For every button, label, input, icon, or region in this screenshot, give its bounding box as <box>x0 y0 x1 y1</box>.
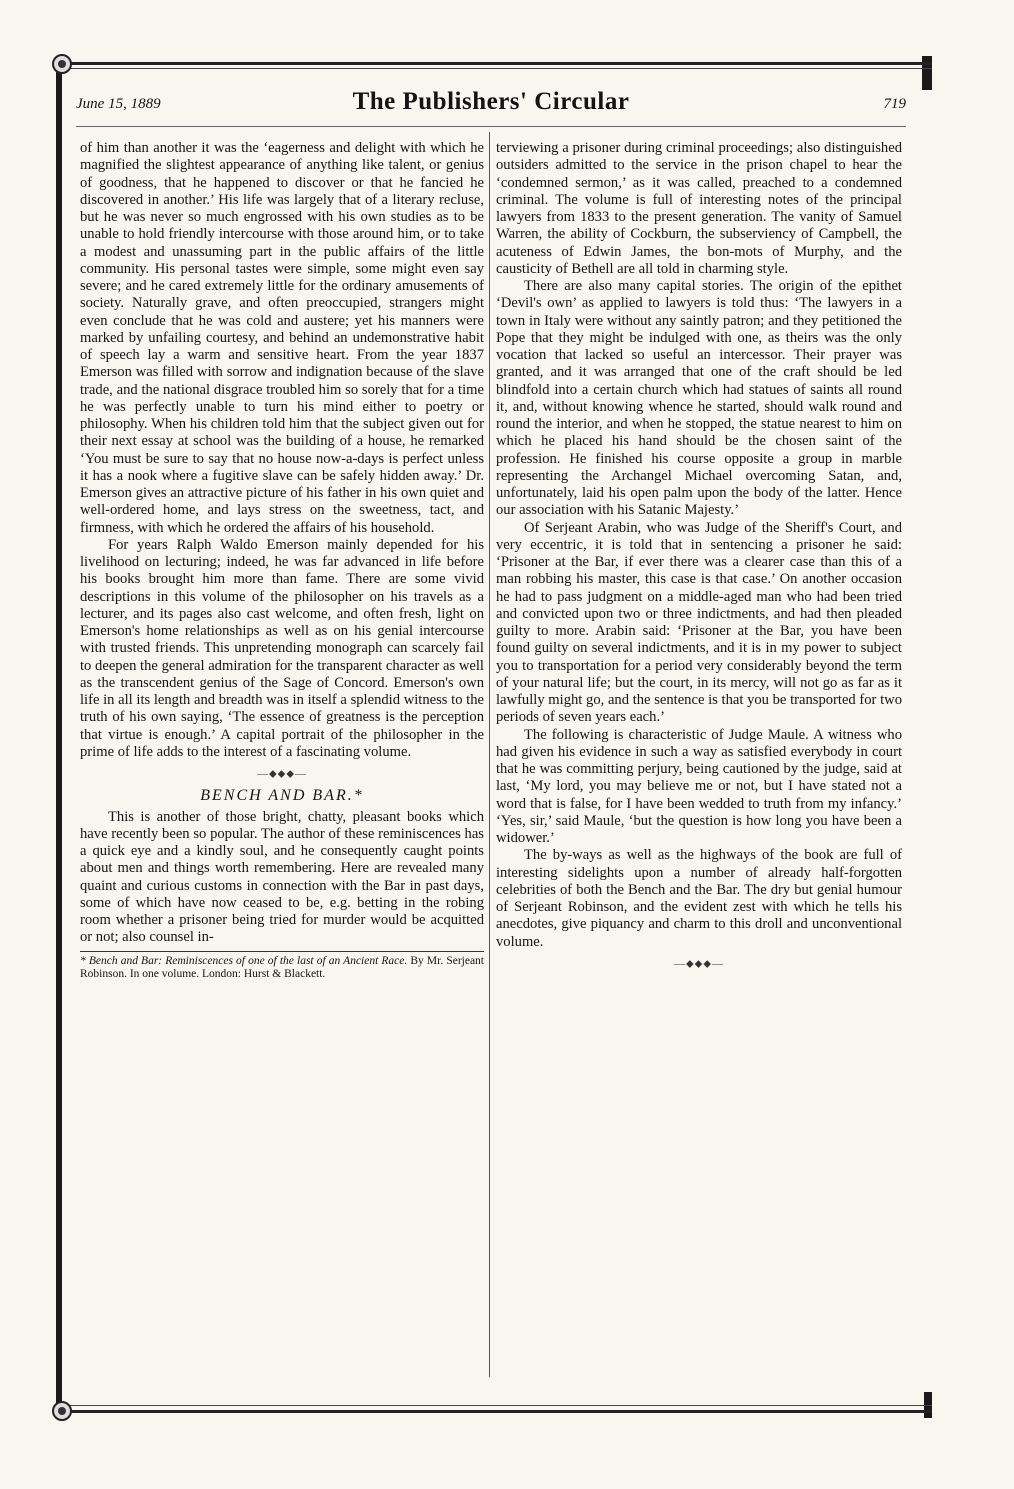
left-binding-bar <box>56 56 62 1418</box>
publication-title: The Publishers' Circular <box>352 88 630 115</box>
page-number: 719 <box>883 96 906 112</box>
section-separator: —⬥⬥⬥— <box>673 957 725 970</box>
article-paragraph: For years Ralph Waldo Emerson mainly depended for his livelihood on lecturing; indeed, he was far advanced in life before his books brought him more than fame. There are some vivid descriptions in this volume of the philosopher on his travels as a lecturer, and its pages also cast welcome, and often fresh, light on Emerson's home relationships as well as on his genial intercourse with trusted friends. This unpretending monograph can scarcely fail to deepen the general admiration for the transparent character as well as the transcendent genius of the Sage of Concord. Emerson's own life in all its length and breadth was in itself a splendid witness to the truth of his own saying, ‘The essence of greatness is the perception that virtue is enough.’ A capital portrait of the philosopher in the prime of life adds to the interest of a fascinating volume. <box>80 536 484 760</box>
article-paragraph: Of Serjeant Arabin, who was Judge of the Sheriff's Court, and very eccentric, it is told that in sentencing a prisoner he said: ‘Prisoner at the Bar, if ever there was a clearer case than this of a man robbing his master, this case is that case.’ On another occasion he had to pass judgment on a middle-aged man who had been tried and convicted upon two or three indictments, and had then pleaded guilty to more. Arabin said: ‘Prisoner at the Bar, you have been found guilty on several indictments, and it is in my power to subject you to transportation for a period very considerably beyond the term of your natural life; but the court, in its mercy, will not go as far as it lawfully might go, and the sentence is that you be transported for two periods of seven years each.’ <box>496 519 902 726</box>
section-separator: —⬥⬥⬥— <box>256 768 308 780</box>
article-paragraph: of him than another it was the ‘eagerness and delight with which he magnified the slightest appearance of anything like talent, or genius of goodness, that he happened to discover or that he fancied he discovered in another.’ His life was largely that of a literary recluse, but he was never so much engrossed with his own studies as to be unable to hold friendly intercourse with those around him, or to take a modest and unassuming part in the public affairs of the little community. His personal tastes were simple, some might even say severe; and he cared extremely little for the ordinary amusements of society. Naturally grave, and often preoccupied, strangers might even conclude that he was cold and austere; yet his manners were marked by unfailing courtesy, and behind an undemonstrative habit of speech lay a warm and sensitive heart. From the year 1837 Emerson was filled with sorrow and indignation because of the slave trade, and the national disgrace troubled him so sorely that for a time he was perfectly unable to turn his mind either to poetry or philosophy. When his children told him that the subject given out for their next essay at school was the building of a house, he remarked ‘You must be sure to say that no house now-a-days is perfect unless it has a nook where a fugitive slave can be safely hidden away.’ Dr. Emerson gives an attractive picture of his father in his own quiet and well-ordered home, and lays stress on the sweetness, tact, and firmness, with which he ordered the affairs of his household. <box>80 140 484 536</box>
bottom-border-rule-thin <box>62 1405 932 1406</box>
footnote <box>80 955 484 981</box>
article-paragraph: The following is characteristic of Judge Maule. A witness who had given his evidence in such a way as satisfied everybody in court that he was committing perjury, being cautioned by the judge, said at last, ‘My lord, you may believe me or not, but I have stated not a word that is false, for I have been wedded to truth from my infancy.’ ‘Yes, sir,’ said Maule, ‘but the question is how long you have been a widower.’ <box>496 726 902 846</box>
article-paragraph: terviewing a prisoner during criminal proceedings; also distinguished outsiders admitted to the service in the prison chapel to hear the ‘condemned sermon,’ as it was called, preached to a condemned criminal. The volume is full of interesting notes of the principal lawyers from 1833 to the present generation. The vanity of Samuel Warren, the ability of Cockburn, the subserviency of Campbell, the acuteness of Edwin James, the bon-mots of Murphy, and the causticity of Bethell are all told in charming style. <box>496 140 902 277</box>
article-paragraph: The by-ways as well as the highways of the book are full of interesting sidelights upon a number of already half-forgotten celebrities of both the Bench and the Bar. The dry but genial humour of Serjeant Robinson, and the evident zest with which he tells his anecdotes, give piquancy and charm to this droll and unconventional volume. <box>496 847 902 950</box>
article-paragraph: There are also many capital stories. The origin of the epithet ‘Devil's own’ as applied to lawyers is told thus: ‘The lawyers in a town in Italy were without any saintly patron; and they petitioned the Pope that they might be indulged with one, as theirs was the only vocation that lacked so useful an intercessor. Their prayer was granted, and it was arranged that one of the craft should be led blindfold into a certain church which had statues of saints all round it, and, without knowing whence he started, should walk round and round the interior, and when he stopped, the statue nearest to him on which he placed his hand should be the chosen saint of the profession. He finished his course opposite a group in marble representing the Archangel Michael overcoming Satan, and, unfortunately, laid his open palm upon the body of the latter. Hence our association with his Satanic Majesty.’ <box>496 278 902 519</box>
top-border-rule <box>62 62 932 65</box>
column-divider <box>489 132 490 1377</box>
section-title: BENCH AND BAR.* <box>200 787 364 805</box>
footnote-title: * Bench and Bar: Reminiscences of one of the last of an Ancient Race. <box>80 954 408 967</box>
footnote-rule <box>80 951 484 952</box>
corner-ornament-icon <box>52 1401 72 1421</box>
right-column <box>496 140 902 1390</box>
corner-ornament-icon <box>52 54 72 74</box>
footnote-publisher: By Mr. Serjeant Robinson. In one volume. London: Hurst & Blackett. <box>80 954 484 980</box>
page-header <box>76 88 906 124</box>
bottom-border-rule <box>62 1410 932 1413</box>
left-column <box>80 140 484 1390</box>
top-border-rule-thin <box>62 68 932 69</box>
issue-date: June 15, 1889 <box>76 96 161 112</box>
header-rule <box>76 126 906 127</box>
article-paragraph: This is another of those bright, chatty, pleasant books which have recently been so popular. The author of these reminiscences has a quick eye and a kindly soul, and he consequently caught points about men and things worth remembering. Here are revealed many quaint and curious customs in connection with the Bar in past days, some of which have now ceased to be, e.g. betting in the robing room whether a prisoner being tried for murder would be acquitted or not; also counsel in- <box>80 808 484 946</box>
